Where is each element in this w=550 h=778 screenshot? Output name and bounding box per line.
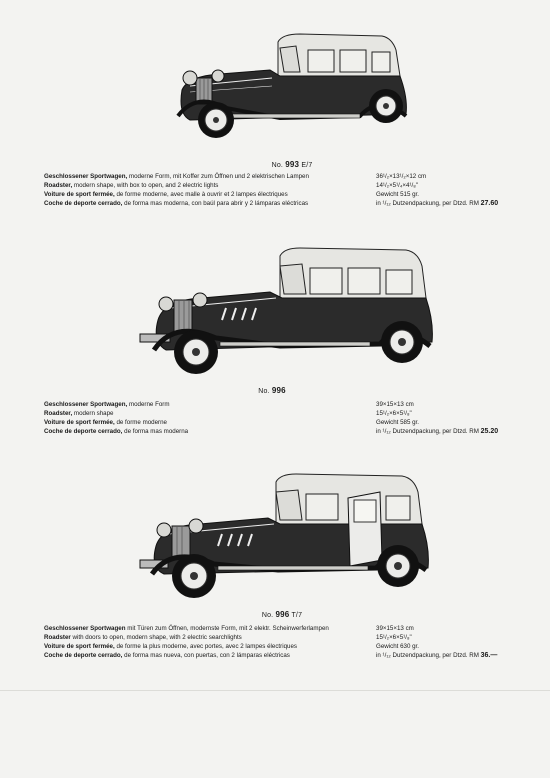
desc-line-fr: Voiture de sport fermée, de forme la plus moderne, avec portes, avec 2 lampes électriques Gewicht 630 gr. <box>44 643 419 650</box>
desc-line-en: Roadster with doors to open, modern shape, with 2 electric searchlights 15¹/₂×6×5¹/₈" <box>44 634 412 641</box>
desc-line-de: Geschlossener Sportwagen, moderne Form, mit Koffer zum Öffnen und 2 elektrischen Lampen 36¹/₂×13¹/₂×12 cm <box>44 173 427 180</box>
product-description-996 <box>44 400 514 436</box>
price-996-t7: 36.— <box>480 652 498 659</box>
car-illustration-993 <box>160 28 410 143</box>
desc-line-fr: Voiture de sport fermée, de forme moderne Gewicht 585 gr. <box>44 419 419 426</box>
page-fold-line <box>0 690 550 691</box>
price-996: 25.20 <box>480 428 499 435</box>
desc-line-en: Roadster, modern shape, with box to open, and 2 electric lights 14¹/₂×5¹/₄×4¹/₈" <box>44 182 419 189</box>
desc-line-es: Coche de deporte cerrado, de forma mas moderna, con baúl para abrir y 2 lámparas eléctricas in ¹/₁₂ Dutzendpackung, per Dtzd. RM 27.60 <box>44 200 499 207</box>
car-illustration-996-t7 <box>134 468 434 603</box>
desc-line-fr: Voiture de sport fermée, de forme moderne, avec malle à ouvrir et 2 lampes électriques Gewicht 515 gr. <box>44 191 419 198</box>
desc-line-de: Geschlossener Sportwagen, moderne Form 39×15×13 cm <box>44 401 414 408</box>
model-number-996: No. 996 <box>258 386 286 395</box>
desc-line-es: Coche de deporte cerrado, de forma mas moderna in ¹/₁₂ Dutzendpackung, per Dtzd. RM 25.20 <box>44 428 499 435</box>
model-number-996-t7: No. 996 T/7 <box>261 610 303 619</box>
desc-line-en: Roadster, modern shape 15¹/₂×6×5¹/₈" <box>44 410 412 417</box>
product-description-996-t7 <box>44 624 514 660</box>
desc-line-es: Coche de deporte cerrado, de forma mas nueva, con puertas, con 2 lámparas eléctricas in ¹/₁₂ Dutzendpackung, per Dtzd. RM 36.— <box>44 652 498 659</box>
desc-line-de: Geschlossener Sportwagen mit Türen zum Öffnen, modernste Form, mit 2 elektr. Scheinwerferlampen 39×15×13 cm <box>44 625 414 632</box>
car-illustration-996 <box>130 242 440 380</box>
price-993: 27.60 <box>480 200 499 207</box>
product-description-993 <box>44 172 514 208</box>
model-number-993: No. 993 E/7 <box>271 160 313 169</box>
